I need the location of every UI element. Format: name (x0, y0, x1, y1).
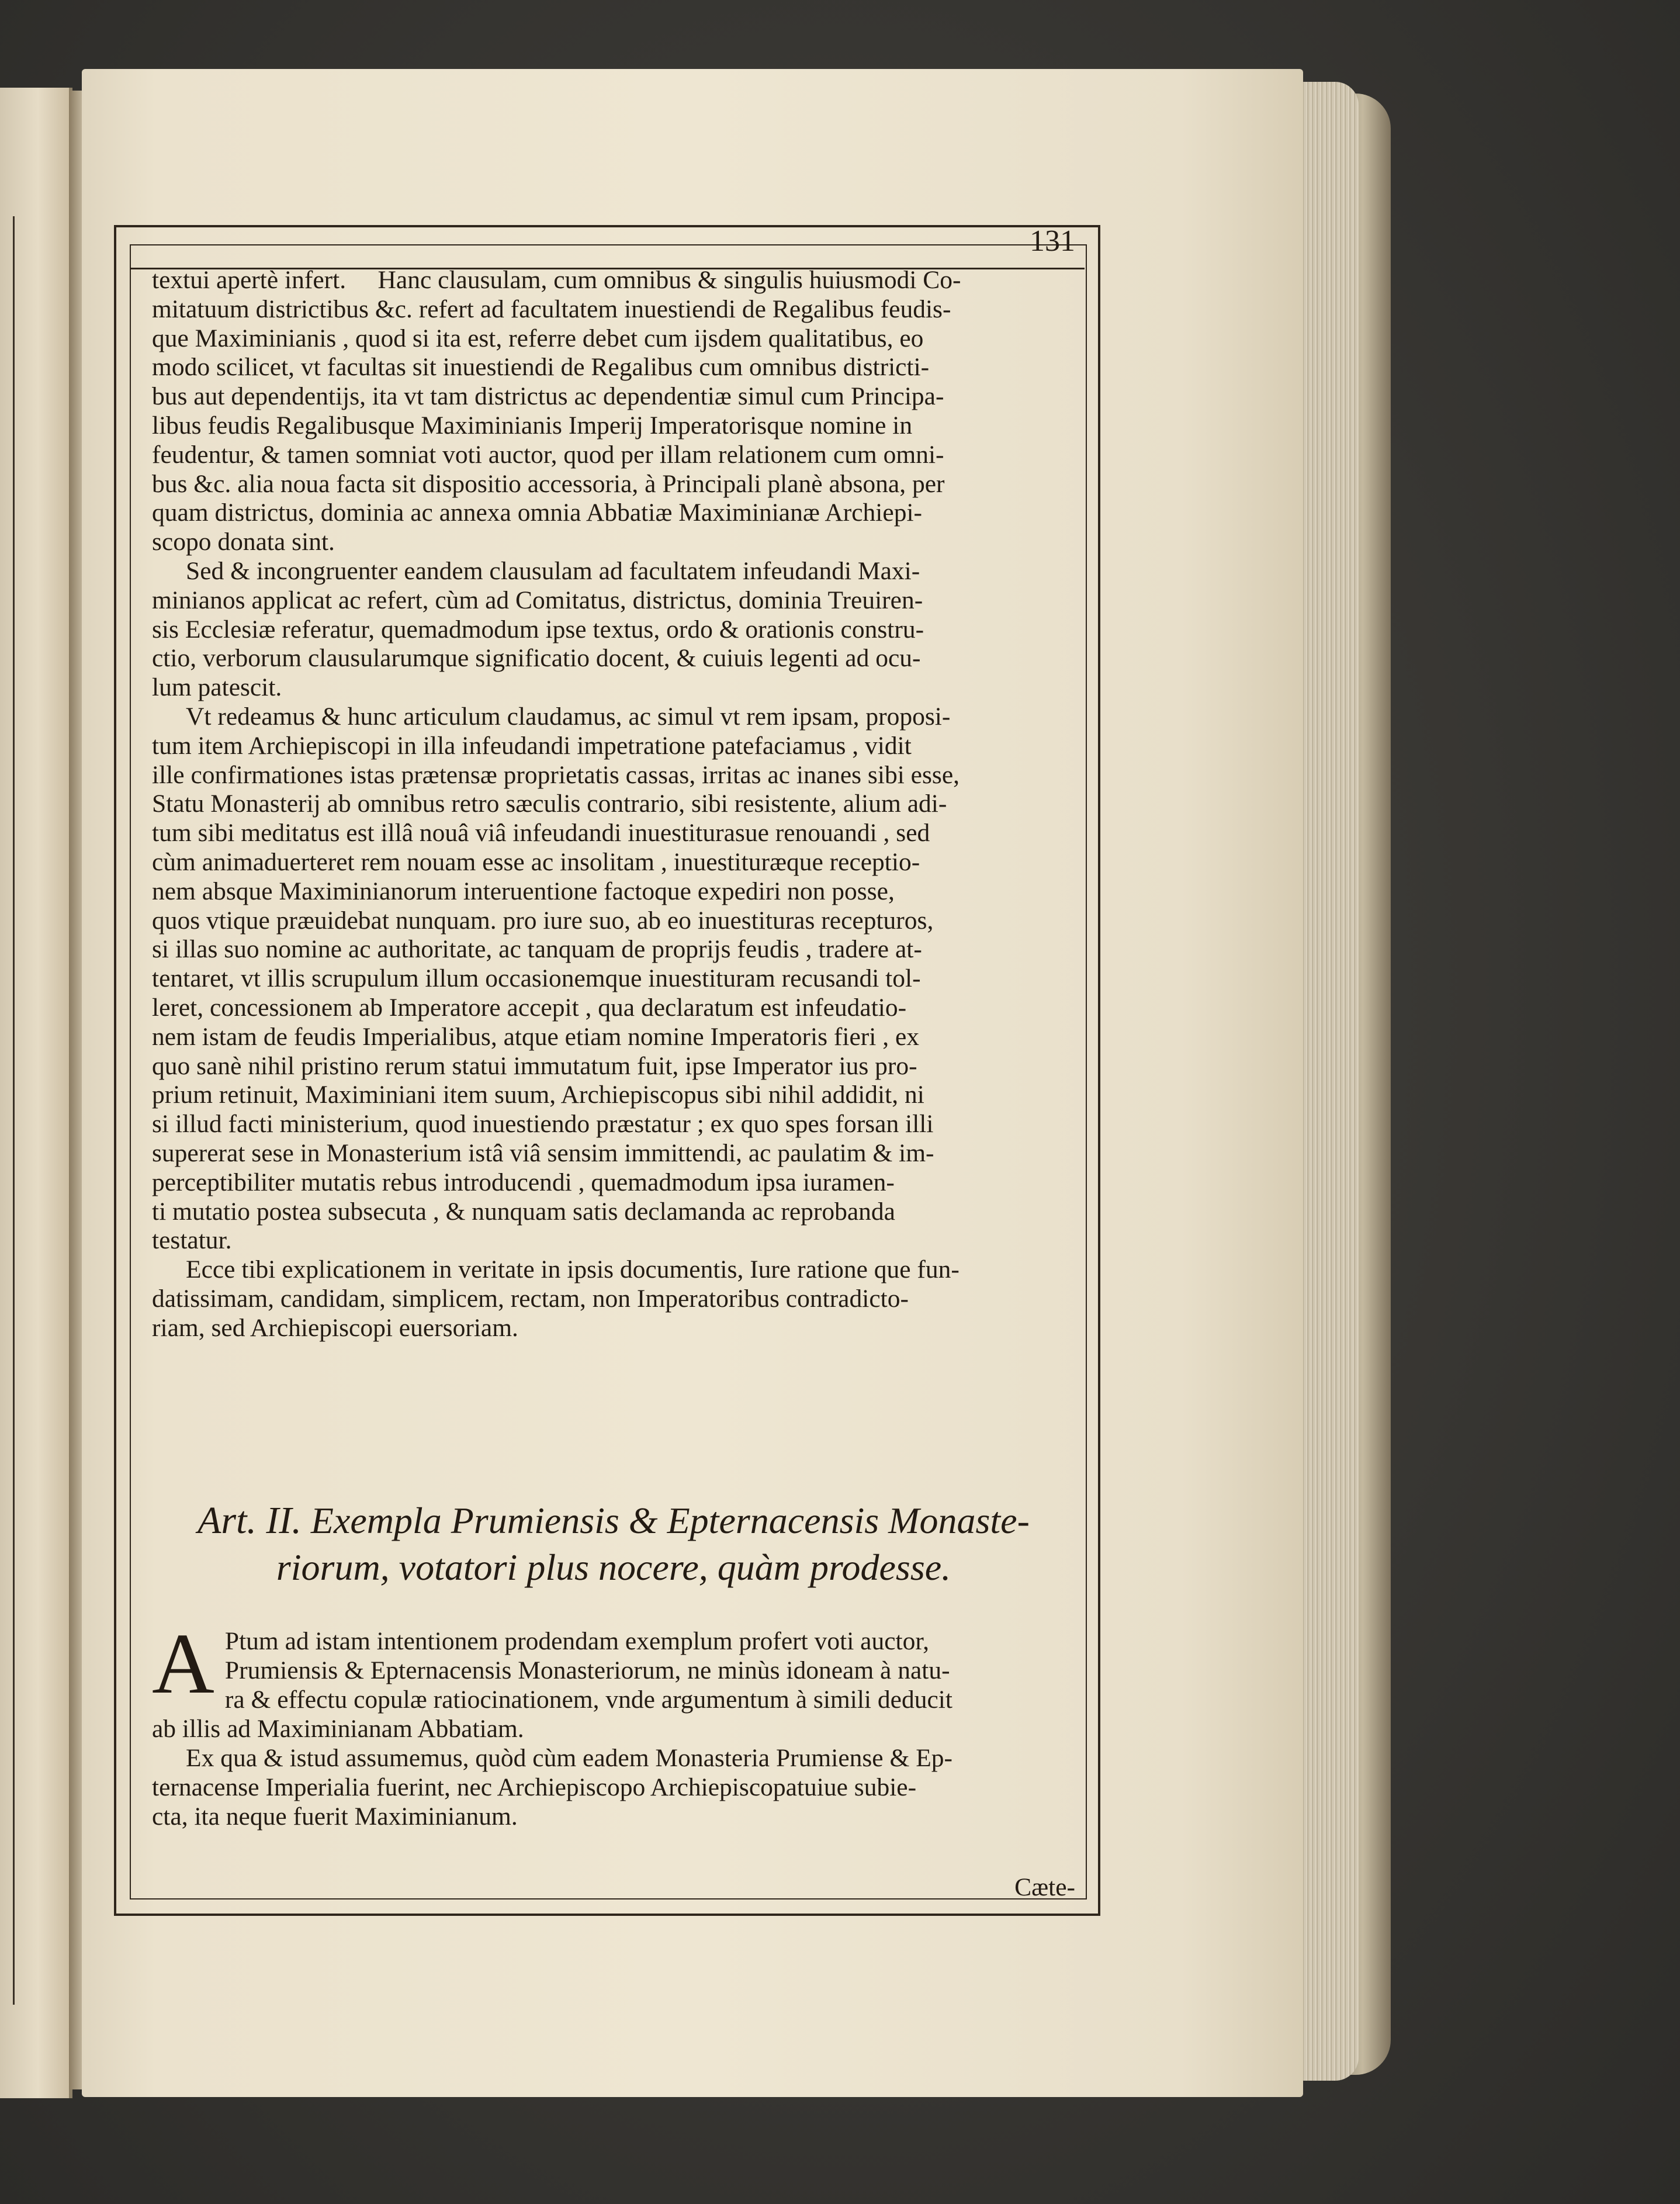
body-line: perceptibiliter mutatis rebus introducendi , quemadmodum ipsa iuramen- (152, 1168, 895, 1196)
section-line: ternacense Imperialia fuerint, nec Archiepiscopo Archiepiscopatuiue subie- (152, 1773, 917, 1801)
body-line: tum sibi meditatus est illâ nouâ viâ infeudandi inuestiturasue renouandi , sed (152, 819, 930, 847)
body-line: Sed & incongruenter eandem clausulam ad facultatem infeudandi Maxi- (186, 556, 920, 585)
body-line: tum item Archiepiscopi in illa infeudandi impetratione patefaciamus , vidit (152, 731, 912, 760)
body-line: minianos applicat ac refert, cùm ad Comitatus, districtus, dominia Treuiren- (152, 586, 923, 614)
body-line: quam districtus, dominia ac annexa omnia Abbatiæ Maximinianæ Archiepi- (152, 499, 923, 527)
section-line: ab illis ad Maximinianam Abbatiam. (152, 1715, 524, 1743)
body-line: Statu Monasterij ab omnibus retro sæculis contrario, sibi resistente, alium adi- (152, 790, 947, 818)
body-line: si illas suo nomine ac authoritate, ac tanquam de proprijs feudis , tradere at- (152, 935, 922, 964)
body-line: libus feudis Regalibusque Maximinianis Imperij Imperatorisque nomine in (152, 411, 913, 440)
body-line: riam, sed Archiepiscopi euersoriam. (152, 1313, 518, 1342)
body-line: quos vtique præuidebat nunquam. pro iure suo, ab eo inuestituras recepturos, (152, 906, 934, 935)
body-line: bus aut dependentijs, ita vt tam districtus ac dependentiæ simul cum Principa- (152, 382, 944, 411)
body-line: supererat sese in Monasterium istâ viâ sensim immittendi, ac paulatim & im- (152, 1139, 934, 1167)
body-text (152, 266, 1075, 1343)
body-line: ille confirmationes istas prætensæ proprietatis cassas, irritas ac inanes sibi esse, (152, 760, 959, 789)
article-heading (152, 1497, 1075, 1591)
left-page-rule (13, 216, 15, 2005)
catchword: Cæte- (1014, 1873, 1075, 1901)
page-stack-edges (1300, 82, 1359, 2081)
body-line: ctio, verborum clausularumque significatio docent, & cuiuis legenti ad ocu- (152, 644, 921, 673)
section-text (152, 1616, 1075, 1831)
section-line: ra & effectu copulæ ratiocinationem, vnde argumentum à simili deducit (224, 1686, 952, 1714)
body-line: si illud facti ministerium, quod inuestiendo præstatur ; ex quo spes forsan illi (152, 1110, 934, 1139)
body-line: nem absque Maximinianorum interuentione factoque expediri non posse, (152, 877, 895, 905)
left-page-edge (0, 88, 72, 2098)
section-line: Ptum ad istam intentionem prodendam exemplum profert voti auctor, (224, 1627, 929, 1655)
body-line: lum patescit. (152, 673, 282, 702)
section-line: cta, ita neque fuerit Maximinianum. (152, 1802, 518, 1831)
body-line: prium retinuit, Maximiniani item suum, Archiepiscopus sibi nihil addidit, ni (152, 1081, 924, 1109)
article-title-line1: Exempla Prumiensis & Epternacensis Monaste- (310, 1500, 1030, 1541)
section-line: Prumiensis & Epternacensis Monasteriorum, ne minùs idoneam à natu- (224, 1656, 950, 1684)
body-line: datissimam, candidam, simplicem, rectam, non Imperatoribus contradicto- (152, 1284, 909, 1313)
body-line: textui apertè infert. Hanc clausulam, cum omnibus & singulis huiusmodi Co- (152, 266, 961, 294)
body-line: testatur. (152, 1226, 232, 1255)
body-line: tentaret, vt illis scrupulum illum occasionemque inuestituram recusandi tol- (152, 964, 921, 993)
body-line: quo sanè nihil pristino rerum statui immutatum fuit, ipse Imperator ius pro- (152, 1051, 917, 1080)
body-line: mitatuum districtibus &c. refert ad facultatem inuestiendi de Regalibus feudis- (152, 295, 951, 323)
body-line: Vt redeamus & hunc articulum claudamus, ac simul vt rem ipsam, proposi- (186, 702, 951, 731)
body-line: que Maximinianis , quod si ita est, referre debet cum ijsdem qualitatibus, eo (152, 324, 924, 352)
article-title-line2: riorum, votatori plus nocere, quàm prodesse. (276, 1546, 951, 1588)
body-line: feudentur, & tamen somniat voti auctor, quod per illam relationem cum omni- (152, 440, 944, 469)
page-number: 131 (1030, 224, 1075, 258)
article-label: Art. II. (198, 1499, 302, 1542)
body-line: cùm animaduerteret rem nouam esse ac insolitam , inuestituræque receptio- (152, 847, 920, 876)
body-line: ti mutatio postea subsecuta , & nunquam satis declamanda ac reprobanda (152, 1197, 895, 1226)
drop-cap: A (152, 1616, 214, 1712)
section-line: Ex qua & istud assumemus, quòd cùm eadem Monasteria Prumiense & Ep- (186, 1744, 953, 1772)
body-line: Ecce tibi explicationem in veritate in ipsis documentis, Iure ratione que fun- (186, 1255, 959, 1284)
body-line: modo scilicet, vt facultas sit inuestiendi de Regalibus cum omnibus districti- (152, 353, 930, 382)
body-line: sis Ecclesiæ referatur, quemadmodum ipse textus, ordo & orationis constru- (152, 615, 924, 643)
body-line: bus &c. alia noua facta sit dispositio accessoria, à Principali planè absona, per (152, 469, 945, 498)
body-line: scopo donata sint. (152, 528, 335, 556)
body-line: leret, concessionem ab Imperatore accepit , qua declaratum est infeudatio- (152, 993, 907, 1022)
body-line: nem istam de feudis Imperialibus, atque etiam nomine Imperatoris fieri , ex (152, 1022, 920, 1051)
